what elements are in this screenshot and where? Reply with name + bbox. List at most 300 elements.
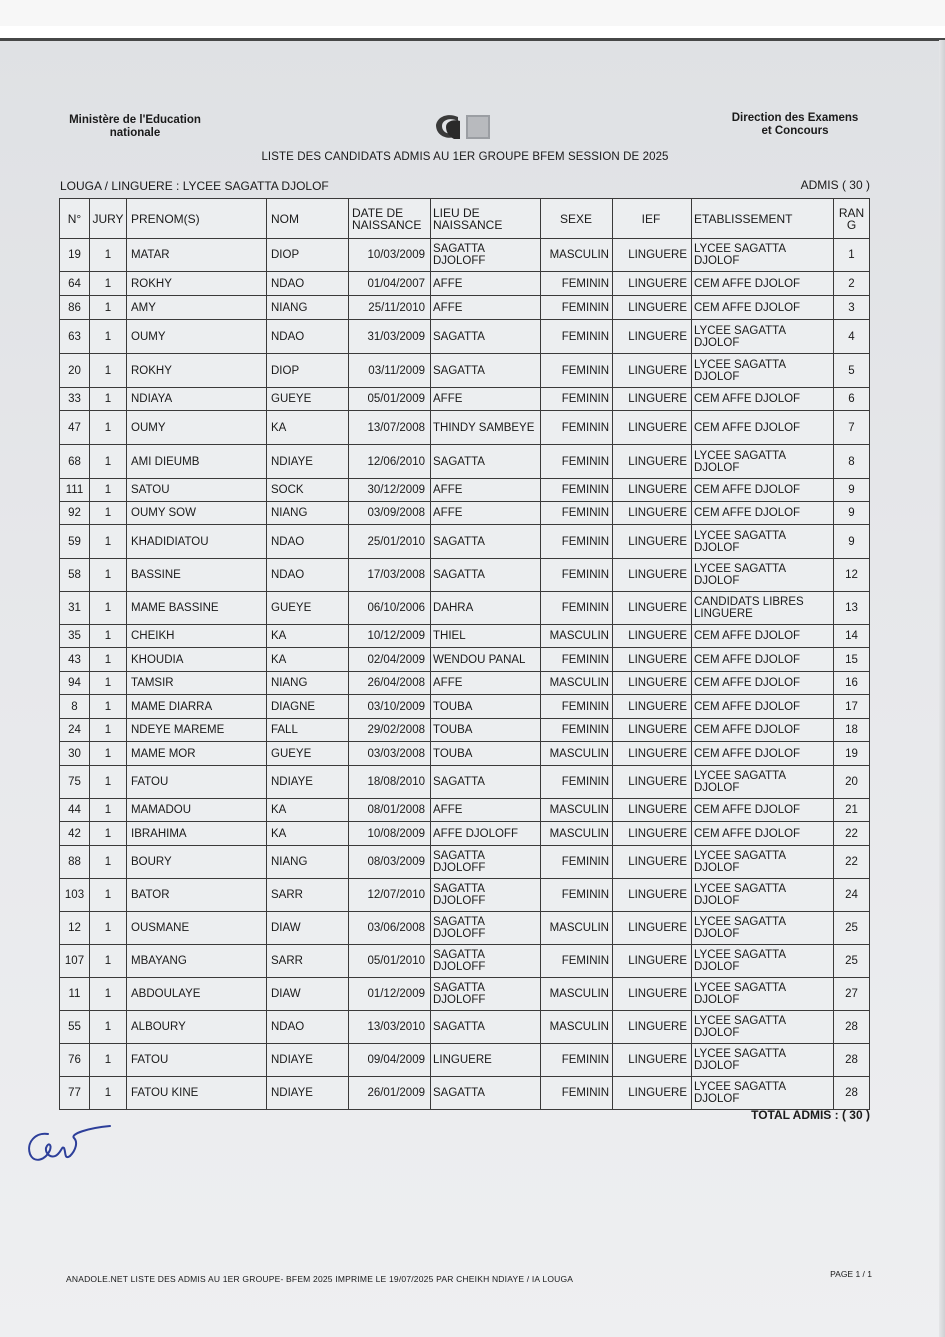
cell-rang: 21 (834, 799, 870, 822)
cell-nom: NDAO (267, 559, 349, 592)
cell-etablissement: LYCEE SAGATTA DJOLOF (692, 320, 834, 354)
col-header-sexe: SEXE (541, 199, 613, 239)
cell-date: 03/10/2009 (349, 695, 431, 719)
cell-jury: 1 (90, 879, 127, 912)
table-row (60, 742, 870, 766)
cell-num: 20 (60, 354, 90, 388)
cell-nom: DIOP (267, 354, 349, 388)
sheet-top-edge (0, 38, 945, 41)
col-header-ief: IEF (613, 199, 692, 239)
cell-jury: 1 (90, 296, 127, 320)
cell-lieu: AFFE (431, 388, 541, 411)
table-row (60, 239, 870, 272)
cell-num: 35 (60, 625, 90, 648)
cell-prenom: MAMADOU (127, 799, 267, 822)
cell-lieu: TOUBA (431, 742, 541, 766)
cell-ief: LINGUERE (613, 822, 692, 846)
table-row (60, 559, 870, 592)
cell-prenom: IBRAHIMA (127, 822, 267, 846)
cell-num: 103 (60, 879, 90, 912)
col-header-date-naissance: DATE DE NAISSANCE (349, 199, 431, 239)
cell-jury: 1 (90, 502, 127, 525)
cell-date: 05/01/2009 (349, 388, 431, 411)
cell-etablissement: LYCEE SAGATTA DJOLOF (692, 912, 834, 945)
results-body (60, 239, 870, 1110)
cell-rang: 5 (834, 354, 870, 388)
cell-lieu: SAGATTA DJOLOFF (431, 846, 541, 879)
cell-lieu: AFFE DJOLOFF (431, 822, 541, 846)
table-row (60, 1011, 870, 1044)
cell-nom: NDIAYE (267, 445, 349, 479)
cell-jury: 1 (90, 846, 127, 879)
cell-rang: 28 (834, 1077, 870, 1110)
results-table (59, 198, 870, 1110)
ministry-line-2: nationale (109, 127, 161, 139)
cell-num: 11 (60, 978, 90, 1011)
cell-lieu: SAGATTA (431, 1077, 541, 1110)
cell-date: 03/09/2008 (349, 502, 431, 525)
cell-rang: 9 (834, 525, 870, 559)
cell-num: 77 (60, 1077, 90, 1110)
cell-date: 17/03/2008 (349, 559, 431, 592)
cell-sexe: FEMININ (541, 945, 613, 978)
cell-num: 86 (60, 296, 90, 320)
cell-date: 03/11/2009 (349, 354, 431, 388)
table-row (60, 695, 870, 719)
cell-lieu: THINDY SAMBEYE (431, 411, 541, 445)
cell-jury: 1 (90, 945, 127, 978)
cell-prenom: BATOR (127, 879, 267, 912)
cell-nom: NDIAYE (267, 1044, 349, 1077)
cell-date: 31/03/2009 (349, 320, 431, 354)
cell-num: 94 (60, 672, 90, 695)
cell-lieu: SAGATTA (431, 354, 541, 388)
cell-num: 33 (60, 388, 90, 411)
cell-nom: GUEYE (267, 592, 349, 625)
cell-prenom: NDIAYA (127, 388, 267, 411)
cell-nom: DIOP (267, 239, 349, 272)
cell-prenom: ROKHY (127, 354, 267, 388)
cell-date: 03/03/2008 (349, 742, 431, 766)
cell-prenom: MATAR (127, 239, 267, 272)
cell-etablissement: CEM AFFE DJOLOF (692, 672, 834, 695)
cell-prenom: ALBOURY (127, 1011, 267, 1044)
cell-etablissement: LYCEE SAGATTA DJOLOF (692, 445, 834, 479)
table-row (60, 672, 870, 695)
cell-jury: 1 (90, 559, 127, 592)
cell-etablissement: CEM AFFE DJOLOF (692, 272, 834, 296)
direction-line-1: Direction des Examens (731, 112, 859, 124)
cell-sexe: FEMININ (541, 846, 613, 879)
cell-jury: 1 (90, 822, 127, 846)
cell-jury: 1 (90, 719, 127, 742)
cell-num: 42 (60, 822, 90, 846)
cell-date: 02/04/2009 (349, 648, 431, 672)
cell-jury: 1 (90, 742, 127, 766)
cell-etablissement: LYCEE SAGATTA DJOLOF (692, 945, 834, 978)
cell-ief: LINGUERE (613, 742, 692, 766)
cell-nom: NIANG (267, 502, 349, 525)
ministry-logo-icon (432, 111, 494, 141)
cell-etablissement: LYCEE SAGATTA DJOLOF (692, 354, 834, 388)
cell-sexe: MASCULIN (541, 742, 613, 766)
cell-sexe: MASCULIN (541, 912, 613, 945)
cell-jury: 1 (90, 672, 127, 695)
cell-nom: NDAO (267, 525, 349, 559)
table-row (60, 978, 870, 1011)
table-row (60, 388, 870, 411)
cell-lieu: SAGATTA (431, 1011, 541, 1044)
cell-jury: 1 (90, 445, 127, 479)
cell-date: 01/04/2007 (349, 272, 431, 296)
cell-rang: 6 (834, 388, 870, 411)
cell-jury: 1 (90, 388, 127, 411)
cell-nom: DIAGNE (267, 695, 349, 719)
table-row (60, 912, 870, 945)
cell-nom: NDAO (267, 320, 349, 354)
cell-lieu: SAGATTA (431, 559, 541, 592)
table-row (60, 296, 870, 320)
cell-jury: 1 (90, 695, 127, 719)
cell-date: 05/01/2010 (349, 945, 431, 978)
cell-num: 44 (60, 799, 90, 822)
cell-lieu: SAGATTA DJOLOFF (431, 879, 541, 912)
cell-ief: LINGUERE (613, 354, 692, 388)
cell-rang: 24 (834, 879, 870, 912)
cell-prenom: KHADIDIATOU (127, 525, 267, 559)
cell-rang: 28 (834, 1044, 870, 1077)
table-row (60, 822, 870, 846)
cell-sexe: FEMININ (541, 411, 613, 445)
cell-rang: 9 (834, 479, 870, 502)
cell-num: 19 (60, 239, 90, 272)
cell-prenom: ROKHY (127, 272, 267, 296)
cell-num: 88 (60, 846, 90, 879)
cell-jury: 1 (90, 592, 127, 625)
cell-lieu: AFFE (431, 672, 541, 695)
table-row (60, 445, 870, 479)
cell-sexe: MASCULIN (541, 1011, 613, 1044)
table-row (60, 354, 870, 388)
cell-sexe: FEMININ (541, 296, 613, 320)
cell-num: 47 (60, 411, 90, 445)
cell-lieu: SAGATTA DJOLOFF (431, 945, 541, 978)
cell-sexe: MASCULIN (541, 672, 613, 695)
cell-lieu: SAGATTA DJOLOFF (431, 912, 541, 945)
cell-jury: 1 (90, 320, 127, 354)
cell-date: 26/01/2009 (349, 1077, 431, 1110)
cell-sexe: FEMININ (541, 1077, 613, 1110)
col-header-rang: RANG (834, 199, 870, 239)
cell-nom: KA (267, 648, 349, 672)
cell-date: 10/08/2009 (349, 822, 431, 846)
cell-lieu: WENDOU PANAL (431, 648, 541, 672)
cell-ief: LINGUERE (613, 388, 692, 411)
cell-etablissement: CEM AFFE DJOLOF (692, 388, 834, 411)
cell-prenom: MBAYANG (127, 945, 267, 978)
cell-sexe: FEMININ (541, 719, 613, 742)
cell-jury: 1 (90, 648, 127, 672)
table-row (60, 625, 870, 648)
cell-date: 12/06/2010 (349, 445, 431, 479)
cell-nom: GUEYE (267, 388, 349, 411)
cell-num: 43 (60, 648, 90, 672)
cell-prenom: FATOU (127, 766, 267, 799)
cell-nom: NIANG (267, 672, 349, 695)
cell-prenom: CHEIKH (127, 625, 267, 648)
cell-ief: LINGUERE (613, 320, 692, 354)
cell-rang: 19 (834, 742, 870, 766)
cell-nom: DIAW (267, 912, 349, 945)
cell-date: 13/07/2008 (349, 411, 431, 445)
cell-rang: 15 (834, 648, 870, 672)
cell-lieu: SAGATTA (431, 766, 541, 799)
cell-prenom: AMI DIEUMB (127, 445, 267, 479)
cell-sexe: MASCULIN (541, 625, 613, 648)
cell-rang: 9 (834, 502, 870, 525)
cell-prenom: AMY (127, 296, 267, 320)
cell-nom: NDAO (267, 1011, 349, 1044)
cell-ief: LINGUERE (613, 479, 692, 502)
cell-num: 75 (60, 766, 90, 799)
cell-ief: LINGUERE (613, 766, 692, 799)
cell-rang: 3 (834, 296, 870, 320)
col-header-num: N° (60, 199, 90, 239)
viewer-gap (0, 26, 945, 38)
cell-etablissement: LYCEE SAGATTA DJOLOF (692, 1077, 834, 1110)
cell-nom: KA (267, 799, 349, 822)
cell-nom: SARR (267, 945, 349, 978)
cell-lieu: AFFE (431, 502, 541, 525)
cell-rang: 13 (834, 592, 870, 625)
cell-ief: LINGUERE (613, 592, 692, 625)
cell-prenom: ABDOULAYE (127, 978, 267, 1011)
cell-lieu: LINGUERE (431, 1044, 541, 1077)
cell-nom: NDAO (267, 272, 349, 296)
ministry-header (60, 114, 210, 140)
cell-num: 76 (60, 1044, 90, 1077)
cell-prenom: NDEYE MAREME (127, 719, 267, 742)
cell-date: 08/01/2008 (349, 799, 431, 822)
cell-sexe: FEMININ (541, 695, 613, 719)
cell-etablissement: LYCEE SAGATTA DJOLOF (692, 766, 834, 799)
cell-etablissement: LYCEE SAGATTA DJOLOF (692, 559, 834, 592)
col-header-lieu-naissance: LIEU DE NAISSANCE (431, 199, 541, 239)
cell-sexe: FEMININ (541, 502, 613, 525)
cell-jury: 1 (90, 1077, 127, 1110)
cell-jury: 1 (90, 525, 127, 559)
table-row (60, 525, 870, 559)
table-row (60, 648, 870, 672)
cell-jury: 1 (90, 1011, 127, 1044)
cell-etablissement: LYCEE SAGATTA DJOLOF (692, 1011, 834, 1044)
cell-date: 06/10/2006 (349, 592, 431, 625)
cell-nom: DIAW (267, 978, 349, 1011)
print-info: ANADOLE.NET LISTE DES ADMIS AU 1ER GROUPE- BFEM 2025 IMPRIME LE 19/07/2025 PAR CHEIKH NDIAYE / IA LOUGA (66, 1274, 574, 1284)
cell-ief: LINGUERE (613, 695, 692, 719)
table-header-row (60, 199, 870, 239)
cell-etablissement: CEM AFFE DJOLOF (692, 625, 834, 648)
cell-lieu: SAGATTA (431, 445, 541, 479)
cell-lieu: TOUBA (431, 719, 541, 742)
table-row (60, 766, 870, 799)
cell-date: 10/03/2009 (349, 239, 431, 272)
cell-date: 26/04/2008 (349, 672, 431, 695)
table-row (60, 719, 870, 742)
cell-sexe: FEMININ (541, 525, 613, 559)
cell-rang: 22 (834, 822, 870, 846)
cell-lieu: DAHRA (431, 592, 541, 625)
cell-etablissement: LYCEE SAGATTA DJOLOF (692, 239, 834, 272)
cell-jury: 1 (90, 239, 127, 272)
cell-lieu: TOUBA (431, 695, 541, 719)
cell-sexe: FEMININ (541, 320, 613, 354)
cell-sexe: FEMININ (541, 445, 613, 479)
cell-jury: 1 (90, 1044, 127, 1077)
cell-rang: 25 (834, 912, 870, 945)
cell-etablissement: CEM AFFE DJOLOF (692, 695, 834, 719)
cell-prenom: BASSINE (127, 559, 267, 592)
cell-rang: 8 (834, 445, 870, 479)
cell-ief: LINGUERE (613, 525, 692, 559)
admis-count: ADMIS ( 30 ) (800, 178, 870, 192)
cell-rang: 2 (834, 272, 870, 296)
page-title: LISTE DES CANDIDATS ADMIS AU 1ER GROUPE BFEM SESSION DE 2025 (261, 151, 669, 163)
cell-num: 68 (60, 445, 90, 479)
cell-rang: 25 (834, 945, 870, 978)
cell-num: 8 (60, 695, 90, 719)
cell-etablissement: CEM AFFE DJOLOF (692, 502, 834, 525)
cell-num: 63 (60, 320, 90, 354)
cell-rang: 1 (834, 239, 870, 272)
cell-etablissement: LYCEE SAGATTA DJOLOF (692, 846, 834, 879)
cell-ief: LINGUERE (613, 296, 692, 320)
table-row (60, 411, 870, 445)
cell-ief: LINGUERE (613, 912, 692, 945)
cell-ief: LINGUERE (613, 411, 692, 445)
cell-etablissement: CEM AFFE DJOLOF (692, 479, 834, 502)
cell-ief: LINGUERE (613, 978, 692, 1011)
cell-date: 18/08/2010 (349, 766, 431, 799)
cell-prenom: OUMY SOW (127, 502, 267, 525)
col-header-jury: JURY (90, 199, 127, 239)
table-row (60, 502, 870, 525)
cell-rang: 4 (834, 320, 870, 354)
cell-prenom: FATOU (127, 1044, 267, 1077)
direction-header (715, 112, 875, 138)
cell-jury: 1 (90, 912, 127, 945)
cell-etablissement: LYCEE SAGATTA DJOLOF (692, 978, 834, 1011)
cell-sexe: FEMININ (541, 879, 613, 912)
cell-nom: NIANG (267, 846, 349, 879)
cell-nom: KA (267, 411, 349, 445)
cell-ief: LINGUERE (613, 502, 692, 525)
cell-lieu: THIEL (431, 625, 541, 648)
cell-lieu: AFFE (431, 799, 541, 822)
cell-num: 64 (60, 272, 90, 296)
table-row (60, 272, 870, 296)
table-row (60, 945, 870, 978)
cell-ief: LINGUERE (613, 625, 692, 648)
cell-ief: LINGUERE (613, 672, 692, 695)
cell-num: 31 (60, 592, 90, 625)
cell-ief: LINGUERE (613, 648, 692, 672)
cell-prenom: MAME MOR (127, 742, 267, 766)
total-admis: TOTAL ADMIS : ( 30 ) (751, 1108, 870, 1122)
sheet-right-edge (939, 40, 945, 1337)
cell-nom: NDIAYE (267, 766, 349, 799)
table-row (60, 846, 870, 879)
cell-nom: NIANG (267, 296, 349, 320)
col-header-nom: NOM (267, 199, 349, 239)
cell-prenom: OUMY (127, 411, 267, 445)
cell-sexe: MASCULIN (541, 978, 613, 1011)
cell-date: 25/01/2010 (349, 525, 431, 559)
cell-etablissement: LYCEE SAGATTA DJOLOF (692, 1044, 834, 1077)
handwritten-signature (18, 1120, 118, 1180)
cell-num: 111 (60, 479, 90, 502)
cell-nom: GUEYE (267, 742, 349, 766)
cell-jury: 1 (90, 625, 127, 648)
viewer-top-bar (0, 0, 945, 26)
cell-num: 55 (60, 1011, 90, 1044)
cell-rang: 12 (834, 559, 870, 592)
cell-ief: LINGUERE (613, 846, 692, 879)
cell-jury: 1 (90, 354, 127, 388)
table-row (60, 479, 870, 502)
cell-ief: LINGUERE (613, 1011, 692, 1044)
cell-rang: 17 (834, 695, 870, 719)
cell-date: 30/12/2009 (349, 479, 431, 502)
cell-sexe: FEMININ (541, 592, 613, 625)
cell-num: 12 (60, 912, 90, 945)
table-row (60, 320, 870, 354)
cell-etablissement: CEM AFFE DJOLOF (692, 648, 834, 672)
cell-jury: 1 (90, 766, 127, 799)
cell-ief: LINGUERE (613, 272, 692, 296)
cell-sexe: MASCULIN (541, 799, 613, 822)
cell-nom: KA (267, 625, 349, 648)
cell-nom: KA (267, 822, 349, 846)
page-number: PAGE 1 / 1 (830, 1269, 872, 1279)
cell-rang: 14 (834, 625, 870, 648)
cell-num: 92 (60, 502, 90, 525)
cell-ief: LINGUERE (613, 239, 692, 272)
cell-lieu: AFFE (431, 479, 541, 502)
table-row (60, 1077, 870, 1110)
cell-lieu: SAGATTA DJOLOFF (431, 978, 541, 1011)
cell-jury: 1 (90, 411, 127, 445)
table-row (60, 799, 870, 822)
cell-nom: FALL (267, 719, 349, 742)
cell-etablissement: CANDIDATS LIBRES LINGUERE (692, 592, 834, 625)
cell-etablissement: CEM AFFE DJOLOF (692, 719, 834, 742)
cell-date: 10/12/2009 (349, 625, 431, 648)
cell-date: 03/06/2008 (349, 912, 431, 945)
cell-etablissement: LYCEE SAGATTA DJOLOF (692, 879, 834, 912)
cell-prenom: SATOU (127, 479, 267, 502)
cell-etablissement: CEM AFFE DJOLOF (692, 742, 834, 766)
cell-ief: LINGUERE (613, 445, 692, 479)
cell-sexe: FEMININ (541, 272, 613, 296)
cell-ief: LINGUERE (613, 559, 692, 592)
cell-jury: 1 (90, 272, 127, 296)
cell-ief: LINGUERE (613, 799, 692, 822)
cell-prenom: MAME DIARRA (127, 695, 267, 719)
ministry-line-1: Ministère de l'Education (69, 114, 201, 126)
cell-num: 24 (60, 719, 90, 742)
cell-date: 29/02/2008 (349, 719, 431, 742)
